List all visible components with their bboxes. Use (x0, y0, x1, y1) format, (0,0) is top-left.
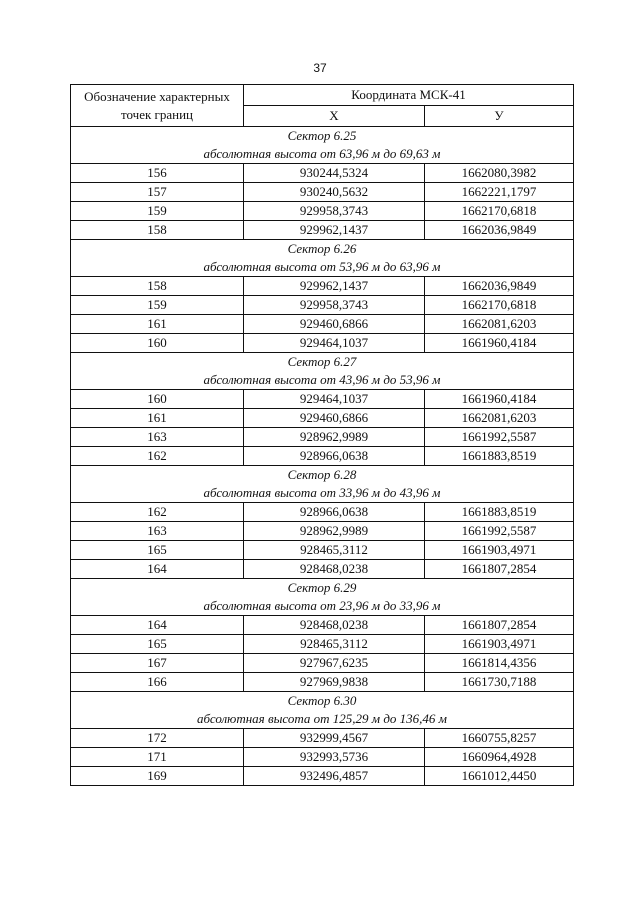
x-coordinate-cell: 932496,4857 (244, 767, 425, 786)
point-id-cell: 156 (71, 164, 244, 183)
sector-title-row (71, 466, 574, 485)
x-coordinate-cell: 929958,3743 (244, 202, 425, 221)
point-id-cell: 169 (71, 767, 244, 786)
sector-title: Сектор 6.29 (71, 579, 574, 598)
sector-title-row (71, 240, 574, 259)
point-id-cell: 158 (71, 221, 244, 240)
table-row (71, 673, 574, 692)
table-row (71, 503, 574, 522)
table-row (71, 183, 574, 202)
table-row (71, 635, 574, 654)
table-row (71, 164, 574, 183)
sector-subtitle: абсолютная высота от 43,96 м до 53,96 м (71, 371, 574, 390)
table-row (71, 748, 574, 767)
table-row (71, 560, 574, 579)
y-coordinate-cell: 1662036,9849 (425, 221, 574, 240)
sector-subtitle-row (71, 597, 574, 616)
point-id-cell: 163 (71, 428, 244, 447)
point-id-cell: 164 (71, 616, 244, 635)
point-id-cell: 165 (71, 541, 244, 560)
x-coordinate-cell: 928465,3112 (244, 635, 425, 654)
sector-title: Сектор 6.26 (71, 240, 574, 259)
x-coordinate-cell: 929962,1437 (244, 277, 425, 296)
point-id-cell: 166 (71, 673, 244, 692)
table-row (71, 202, 574, 221)
sector-subtitle-row (71, 145, 574, 164)
x-coordinate-cell: 929464,1037 (244, 334, 425, 353)
y-coordinate-cell: 1661814,4356 (425, 654, 574, 673)
y-coordinate-cell: 1662081,6203 (425, 409, 574, 428)
point-id-cell: 158 (71, 277, 244, 296)
y-coordinate-cell: 1661807,2854 (425, 560, 574, 579)
x-coordinate-cell: 928966,0638 (244, 447, 425, 466)
y-coordinate-cell: 1660964,4928 (425, 748, 574, 767)
y-coordinate-cell: 1661730,7188 (425, 673, 574, 692)
table-row (71, 334, 574, 353)
y-coordinate-cell: 1661883,8519 (425, 503, 574, 522)
point-id-cell: 164 (71, 560, 244, 579)
x-coordinate-cell: 929460,6866 (244, 409, 425, 428)
y-coordinate-cell: 1662170,6818 (425, 296, 574, 315)
y-coordinate-cell: 1662081,6203 (425, 315, 574, 334)
table-row (71, 428, 574, 447)
table-row (71, 541, 574, 560)
point-id-cell: 157 (71, 183, 244, 202)
x-coordinate-cell: 932999,4567 (244, 729, 425, 748)
x-coordinate-cell: 928465,3112 (244, 541, 425, 560)
y-coordinate-cell: 1661960,4184 (425, 390, 574, 409)
x-coordinate-cell: 928962,9989 (244, 522, 425, 541)
sector-subtitle: абсолютная высота от 23,96 м до 33,96 м (71, 597, 574, 616)
point-id-cell: 167 (71, 654, 244, 673)
y-coordinate-cell: 1661012,4450 (425, 767, 574, 786)
header-y: У (425, 106, 574, 127)
y-coordinate-cell: 1662080,3982 (425, 164, 574, 183)
y-coordinate-cell: 1661992,5587 (425, 522, 574, 541)
table-row (71, 729, 574, 748)
sector-subtitle: абсолютная высота от 33,96 м до 43,96 м (71, 484, 574, 503)
table-row (71, 654, 574, 673)
point-id-cell: 160 (71, 390, 244, 409)
sector-subtitle-row (71, 484, 574, 503)
y-coordinate-cell: 1661960,4184 (425, 334, 574, 353)
x-coordinate-cell: 929962,1437 (244, 221, 425, 240)
table-row (71, 447, 574, 466)
table-row (71, 409, 574, 428)
point-id-cell: 172 (71, 729, 244, 748)
y-coordinate-cell: 1662170,6818 (425, 202, 574, 221)
y-coordinate-cell: 1660755,8257 (425, 729, 574, 748)
x-coordinate-cell: 928962,9989 (244, 428, 425, 447)
point-id-cell: 159 (71, 202, 244, 221)
table-row (71, 390, 574, 409)
x-coordinate-cell: 929464,1037 (244, 390, 425, 409)
sector-subtitle: абсолютная высота от 125,29 м до 136,46 м (71, 710, 574, 729)
point-id-cell: 162 (71, 503, 244, 522)
page-number: 37 (313, 61, 327, 75)
point-id-cell: 161 (71, 409, 244, 428)
x-coordinate-cell: 927969,9838 (244, 673, 425, 692)
sector-subtitle-row (71, 371, 574, 390)
point-id-cell: 165 (71, 635, 244, 654)
y-coordinate-cell: 1662221,1797 (425, 183, 574, 202)
sector-subtitle: абсолютная высота от 53,96 м до 63,96 м (71, 258, 574, 277)
y-coordinate-cell: 1662036,9849 (425, 277, 574, 296)
table-row (71, 296, 574, 315)
table-row (71, 221, 574, 240)
x-coordinate-cell: 928468,0238 (244, 616, 425, 635)
header-x: Х (244, 106, 425, 127)
point-id-cell: 160 (71, 334, 244, 353)
point-id-cell: 162 (71, 447, 244, 466)
sector-title-row (71, 353, 574, 372)
header-designation: Обозначение характерных точек границ (71, 85, 244, 127)
x-coordinate-cell: 928468,0238 (244, 560, 425, 579)
x-coordinate-cell: 929958,3743 (244, 296, 425, 315)
sector-title: Сектор 6.27 (71, 353, 574, 372)
sector-subtitle: абсолютная высота от 63,96 м до 69,63 м (71, 145, 574, 164)
y-coordinate-cell: 1661807,2854 (425, 616, 574, 635)
x-coordinate-cell: 930244,5324 (244, 164, 425, 183)
table-row (71, 277, 574, 296)
header-row (71, 85, 574, 106)
table-row (71, 767, 574, 786)
table-row (71, 522, 574, 541)
x-coordinate-cell: 928966,0638 (244, 503, 425, 522)
y-coordinate-cell: 1661903,4971 (425, 541, 574, 560)
sector-title: Сектор 6.25 (71, 127, 574, 146)
x-coordinate-cell: 930240,5632 (244, 183, 425, 202)
y-coordinate-cell: 1661992,5587 (425, 428, 574, 447)
point-id-cell: 161 (71, 315, 244, 334)
header-coordinates: Координата МСК-41 (244, 85, 574, 106)
point-id-cell: 163 (71, 522, 244, 541)
sector-title-row (71, 127, 574, 146)
x-coordinate-cell: 927967,6235 (244, 654, 425, 673)
y-coordinate-cell: 1661903,4971 (425, 635, 574, 654)
sector-title: Сектор 6.28 (71, 466, 574, 485)
x-coordinate-cell: 929460,6866 (244, 315, 425, 334)
sector-subtitle-row (71, 258, 574, 277)
x-coordinate-cell: 932993,5736 (244, 748, 425, 767)
sector-title: Сектор 6.30 (71, 692, 574, 711)
table-row (71, 616, 574, 635)
coordinates-table (70, 84, 574, 786)
sector-title-row (71, 692, 574, 711)
table-row (71, 315, 574, 334)
y-coordinate-cell: 1661883,8519 (425, 447, 574, 466)
point-id-cell: 159 (71, 296, 244, 315)
sector-title-row (71, 579, 574, 598)
point-id-cell: 171 (71, 748, 244, 767)
sector-subtitle-row (71, 710, 574, 729)
